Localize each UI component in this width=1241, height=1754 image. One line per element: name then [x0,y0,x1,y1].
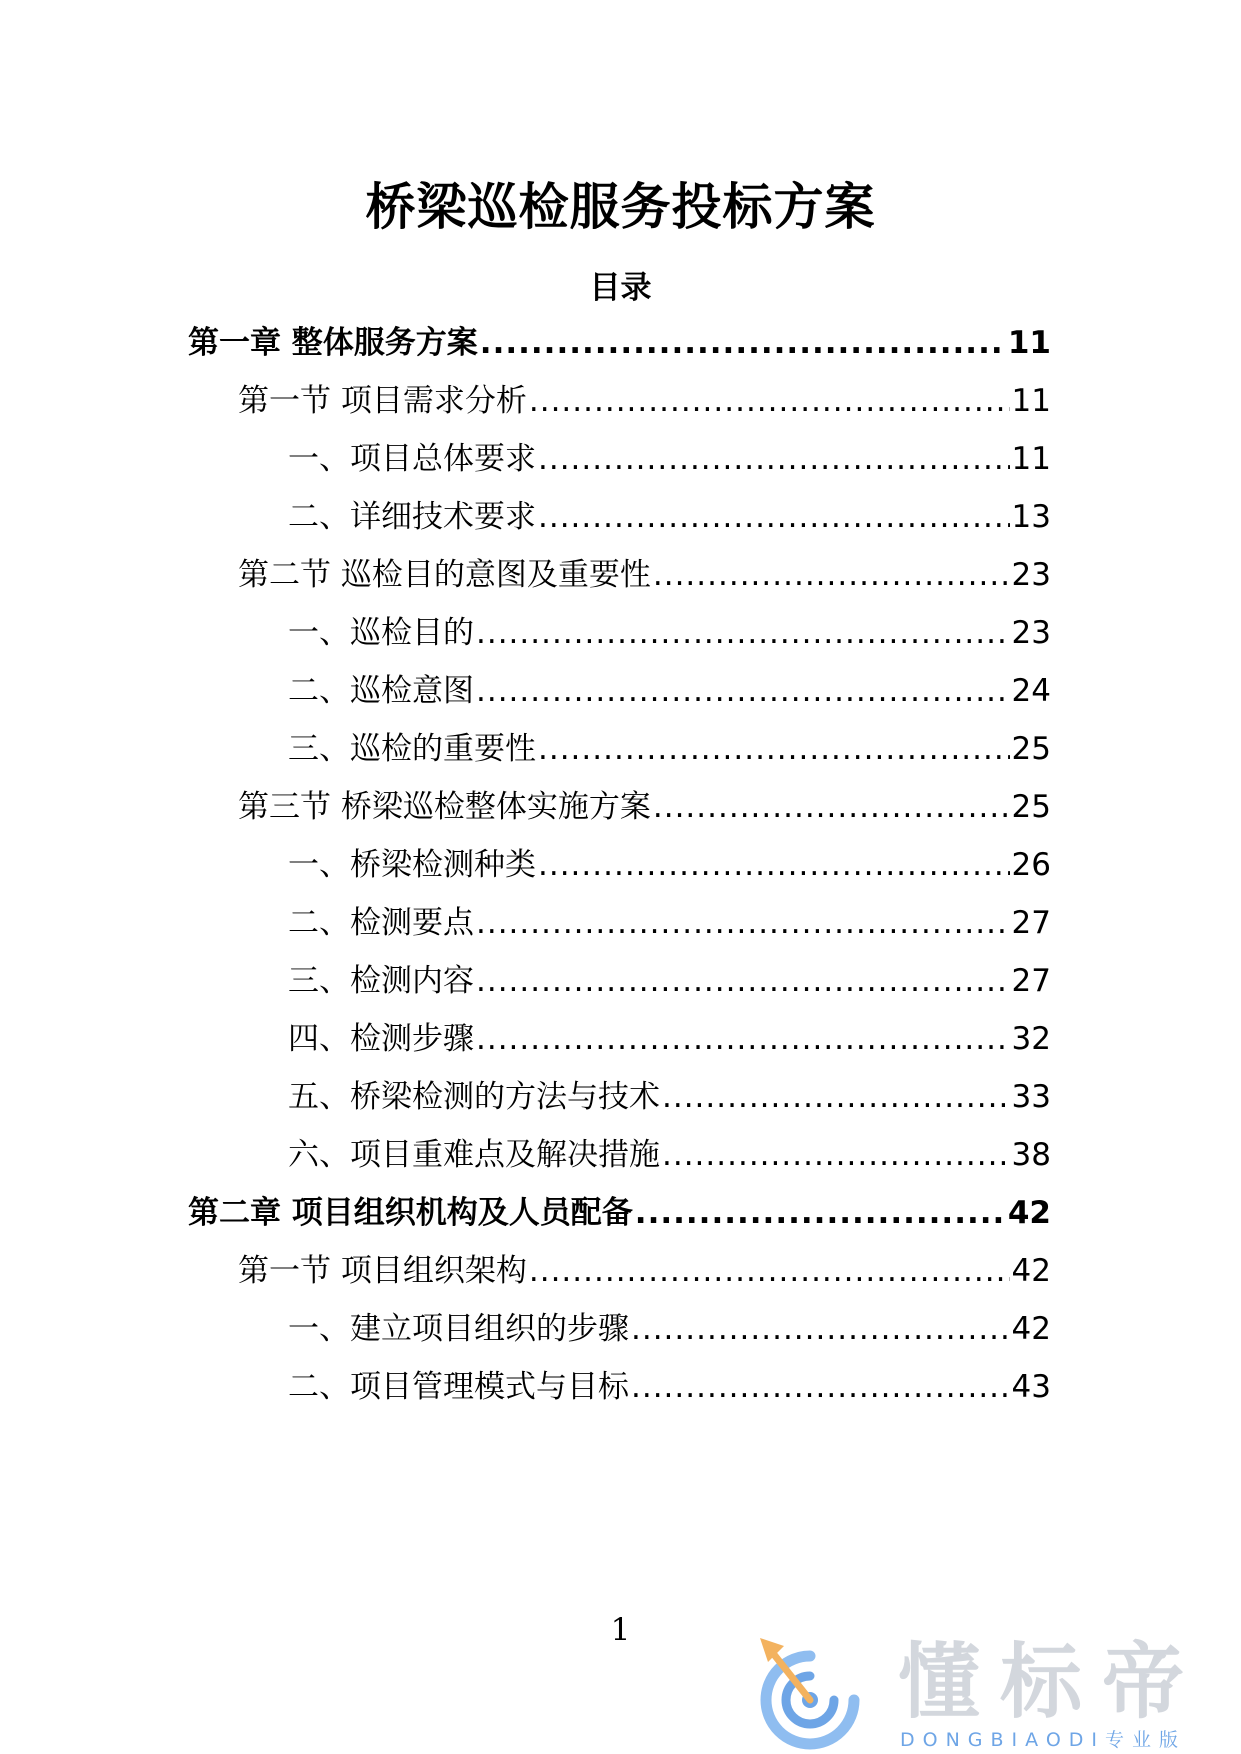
toc-entry[interactable] [288,843,1051,887]
watermark-subtitle: DONGBIAODI专业版 [900,1729,1187,1751]
toc-entry-page: 11 [1011,383,1051,419]
toc-entry-page: 38 [1011,1137,1051,1173]
toc-entry-label: 第一节 项目需求分析 [238,383,527,419]
toc-entry-page: 32 [1011,1021,1051,1057]
toc-entry-page: 25 [1011,731,1051,767]
toc-entry-page: 13 [1011,499,1051,535]
toc-entry-label: 二、项目管理模式与目标 [288,1369,629,1405]
toc-entry-label: 第一章 整体服务方案 [188,325,478,361]
toc-dot-leader [635,1191,1006,1235]
toc-dot-leader [653,553,1010,597]
toc-entry[interactable] [288,1017,1051,1061]
target-arrow-logo-icon [750,1630,870,1754]
toc-entry[interactable] [288,901,1051,945]
toc-entry-label: 一、巡检目的 [288,615,474,651]
toc-dot-leader [538,727,1010,771]
toc-entry-label: 一、桥梁检测种类 [288,847,536,883]
toc-dot-leader [476,669,1010,713]
toc-entry[interactable] [288,495,1051,539]
toc-entry[interactable] [288,1075,1051,1119]
toc-entry[interactable] [188,1191,1051,1235]
toc-entry[interactable] [238,379,1051,423]
toc-entry-page: 42 [1011,1253,1051,1289]
toc-entry-label: 四、检测步骤 [288,1021,474,1057]
toc-entry-page: 27 [1011,963,1051,999]
toc-entry-page: 25 [1011,789,1051,825]
toc-entry-page: 33 [1011,1079,1051,1115]
toc-entry[interactable] [288,669,1051,713]
toc-heading: 目录 [589,270,652,306]
toc-dot-leader [631,1365,1010,1409]
toc-entry-label: 二、详细技术要求 [288,499,536,535]
toc-dot-leader [662,1075,1010,1119]
toc-entry[interactable] [288,437,1051,481]
toc-entry-label: 五、桥梁检测的方法与技术 [288,1079,660,1115]
toc-entry-label: 第二章 项目组织机构及人员配备 [188,1195,633,1231]
toc-entry-page: 26 [1011,847,1051,883]
toc-entry[interactable] [288,1365,1051,1409]
toc-entry-page: 42 [1011,1311,1051,1347]
toc-entry-label: 一、项目总体要求 [288,441,536,477]
toc-entry-label: 第三节 桥梁巡检整体实施方案 [238,789,651,825]
toc-entry-page: 23 [1011,557,1051,593]
watermark [750,1630,1241,1754]
toc-dot-leader [476,959,1010,1003]
toc-entry-label: 第二节 巡检目的意图及重要性 [238,557,651,593]
toc-entry-label: 第一节 项目组织架构 [238,1253,527,1289]
toc-entry-label: 二、巡检意图 [288,673,474,709]
toc-dot-leader [538,495,1010,539]
toc-entry[interactable] [238,553,1051,597]
toc-entry-label: 二、检测要点 [288,905,474,941]
page-number: 1 [610,1612,631,1648]
toc-entry[interactable] [288,727,1051,771]
document-title: 桥梁巡检服务投标方案 [365,178,876,236]
toc-dot-leader [476,901,1010,945]
toc-entry[interactable] [288,1307,1051,1351]
watermark-brand: 懂标帝 [898,1635,1205,1730]
toc-entry[interactable] [188,321,1051,365]
toc-entry-label: 三、检测内容 [288,963,474,999]
toc-entry-page: 23 [1011,615,1051,651]
toc-entry-page: 43 [1011,1369,1051,1405]
toc-dot-leader [529,1249,1010,1293]
toc-dot-leader [631,1307,1010,1351]
toc-entry-page: 42 [1007,1195,1051,1231]
toc-entry-page: 24 [1011,673,1051,709]
toc-entry[interactable] [238,1249,1051,1293]
toc-dot-leader [653,785,1010,829]
toc-entry[interactable] [238,785,1051,829]
toc-entry[interactable] [288,611,1051,655]
toc-entry-page: 27 [1011,905,1051,941]
toc-dot-leader [662,1133,1010,1177]
toc-dot-leader [529,379,1010,423]
toc-dot-leader [476,1017,1010,1061]
toc-entry-page: 11 [1011,441,1051,477]
toc-entry-page: 11 [1007,325,1051,361]
toc-entry-label: 一、建立项目组织的步骤 [288,1311,629,1347]
toc-dot-leader [538,437,1010,481]
toc-entry-label: 六、项目重难点及解决措施 [288,1137,660,1173]
toc-dot-leader [476,611,1010,655]
toc-dot-leader [480,321,1006,365]
toc-entry[interactable] [288,959,1051,1003]
toc-entry-label: 三、巡检的重要性 [288,731,536,767]
toc-dot-leader [538,843,1010,887]
toc-entry[interactable] [288,1133,1051,1177]
